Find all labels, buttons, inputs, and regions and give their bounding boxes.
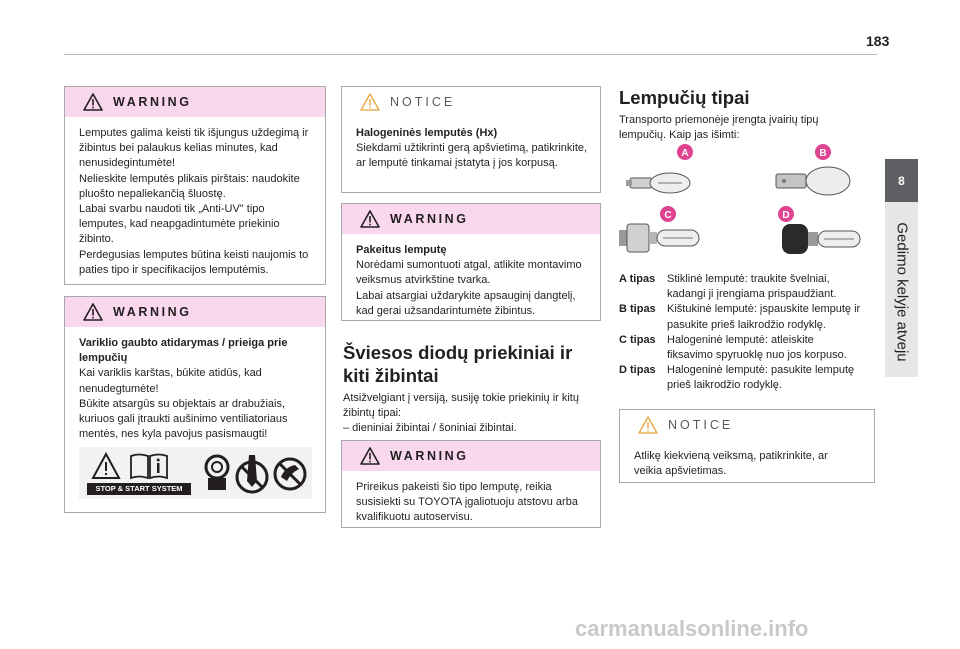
page-number: 183 bbox=[866, 33, 890, 49]
warning-box-after-replacement bbox=[341, 203, 601, 321]
warning-title: Pakeitus lemputę bbox=[356, 244, 447, 256]
chapter-label: Gedimo kelyje atveju bbox=[893, 222, 911, 362]
fan-belt-icon bbox=[203, 453, 231, 493]
lamp-types-list bbox=[619, 272, 881, 394]
svg-text:A: A bbox=[681, 148, 689, 159]
warning-text: Lemputes galima keisti tik išjungus uždegimą ir žibintus bei palaukus kelias minutes, kad nenusidegintumėte! Nelieskite lemputės plikais pirštais: naudokite pluošto nepaliekančią šluostę. Labai svarbu naudoti tik „Anti-UV" tipo lemputes, kad neapgadintumėte priekinio žibinto. Perdegusias lemputes būtina keisti naujomis to paties tipo ir specifikacijos lemputėmis. bbox=[79, 127, 309, 276]
warning-text: Prireikus pakeisti šio tipo lemputę, reikia susisiekti su TOYOTA įgaliotuoju atstovu arba kvalifikuotu autoservisu. bbox=[356, 481, 578, 524]
notice-label: NOTICE bbox=[668, 418, 734, 432]
lamp-desc: Kištukinė lemputė: įspauskite lemputę ir pasukite prieš laikrodžio rodyklę. bbox=[667, 303, 861, 331]
warning-text: Norėdami sumontuoti atgal, atlikite montavimo veiksmus atvirkštine tvarka. Labai atsargiai uždarykite apsauginį dangtelį, kad gerai užsandarintumėte žibintus. bbox=[356, 259, 582, 317]
warning-text: Kai variklis karštas, būkite atidūs, kad nenudegtumėte! Būkite atsargūs su objektais ar drabužiais, kuriuos gali įtraukti aušinimo ventiliatoriaus mentės, nes kyla pavojus pasismaugti! bbox=[79, 367, 288, 441]
warning-triangle-icon bbox=[83, 303, 103, 321]
lamp-label: C tipas bbox=[619, 333, 656, 346]
safety-icons-strip bbox=[79, 447, 312, 499]
notice-title: Halogeninės lemputės (Hx) bbox=[356, 127, 498, 139]
watermark: carmanualsonline.info bbox=[575, 616, 809, 641]
warning-box-bulb-replacement bbox=[64, 86, 326, 285]
notice-text: Atlikę kiekvieną veiksmą, patikrinkite, ar veikia apšvietimas. bbox=[634, 450, 828, 478]
stop-start-label: STOP & START SYSTEM bbox=[87, 483, 191, 495]
lamp-types-intro: Transporto priemonėje įrengta įvairių tipų lempučių. Kaip jas išimti: bbox=[619, 114, 819, 142]
no-tie-icon bbox=[235, 451, 269, 495]
notice-label: NOTICE bbox=[390, 95, 456, 109]
lamp-label: B tipas bbox=[619, 303, 656, 316]
warning-triangle-icon bbox=[360, 210, 380, 228]
lamp-row-a bbox=[619, 272, 881, 302]
warning-header bbox=[65, 87, 325, 117]
notice-triangle-icon bbox=[638, 416, 658, 434]
section-heading-led: Šviesos diodų priekiniai ir kiti žibintai bbox=[343, 342, 573, 386]
notice-triangle-icon bbox=[360, 93, 380, 111]
notice-box-check bbox=[619, 409, 875, 483]
svg-text:B: B bbox=[819, 148, 827, 159]
lamp-label: D tipas bbox=[619, 364, 656, 377]
lamp-c-badge bbox=[660, 206, 676, 222]
warning-title: Variklio gaubto atidarymas / prieiga prie lempučių bbox=[79, 337, 288, 365]
warning-triangle-icon bbox=[83, 93, 103, 111]
warning-box-led bbox=[341, 440, 601, 528]
warning-triangle-icon bbox=[91, 452, 121, 480]
lamp-label: A tipas bbox=[619, 273, 656, 285]
section-heading-lamp-types: Lempučių tipai bbox=[619, 87, 750, 108]
svg-text:D: D bbox=[782, 210, 790, 221]
lamp-b-image bbox=[772, 160, 862, 200]
notice-header bbox=[620, 410, 874, 440]
lamp-b-badge bbox=[815, 144, 831, 160]
lamp-a-image bbox=[624, 162, 704, 200]
warning-triangle-icon bbox=[360, 447, 380, 465]
notice-text: Siekdami užtikrinti gerą apšvietimą, patikrinkite, ar lemputė tinkamai įstatyta į jos korpusą. bbox=[356, 142, 588, 170]
top-rule bbox=[64, 54, 877, 55]
manual-book-icon bbox=[129, 452, 169, 480]
warning-label: WARNING bbox=[113, 305, 192, 319]
warning-header bbox=[65, 297, 325, 327]
warning-label: WARNING bbox=[390, 212, 469, 226]
led-paragraph: Atsižvelgiant į versiją, susiję tokie priekinių ir kitų žibintų tipai: – dieniniai žibintai / šoniniai žibintai. bbox=[343, 392, 579, 435]
chapter-tab[interactable]: 8 bbox=[885, 159, 918, 202]
notice-header bbox=[342, 87, 600, 117]
warning-label: WARNING bbox=[390, 449, 469, 463]
warning-header bbox=[342, 441, 600, 471]
lamp-a-badge bbox=[677, 144, 693, 160]
lamp-row-d bbox=[619, 363, 881, 393]
no-hand-icon bbox=[273, 457, 307, 491]
lamp-desc: Stiklinė lemputė: traukite švelniai, kadangi ji įrengiama prispaudžiant. bbox=[667, 273, 837, 301]
lamp-row-b bbox=[619, 302, 881, 332]
lamp-desc: Halogeninė lemputė: pasukite lemputę prieš laikrodžio rodyklę. bbox=[667, 364, 855, 392]
notice-box-halogen bbox=[341, 86, 601, 193]
lamp-desc: Halogeninė lemputė: atleiskite fiksavimo spyruoklę nuo jos korpuso. bbox=[667, 333, 847, 362]
svg-text:C: C bbox=[664, 210, 672, 221]
warning-label: WARNING bbox=[113, 95, 192, 109]
warning-header bbox=[342, 204, 600, 234]
lamp-d-badge bbox=[778, 206, 794, 222]
lamp-row-c bbox=[619, 333, 881, 363]
